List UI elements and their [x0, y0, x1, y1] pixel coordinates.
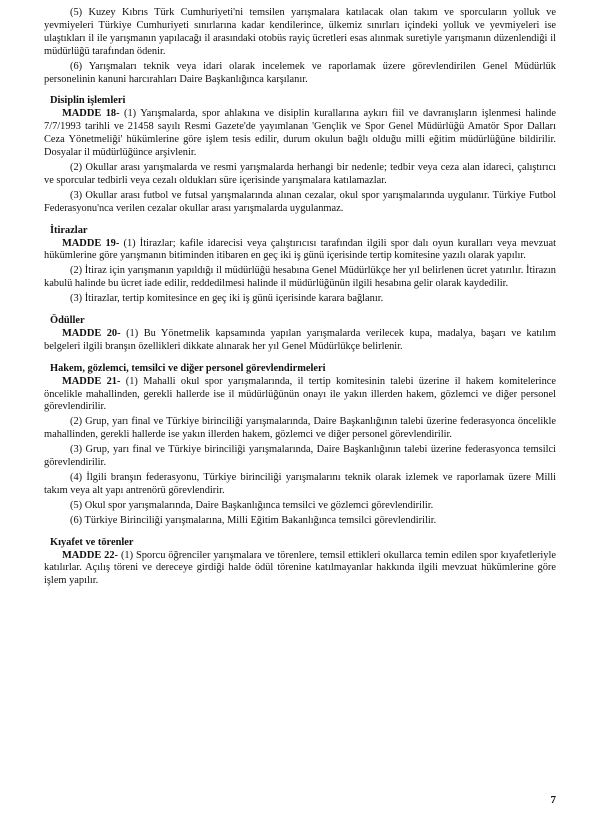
- page-number: 7: [550, 794, 556, 806]
- article-20-p1-text: (1) Bu Yönetmelik kapsamında yapılan yarışmalarda verilecek kupa, madalya, başarı ve katılım belgeleri ilgili branşın özellikleri dikkate alınarak her yıl Genel Müdürlükçe belirlenir.: [44, 327, 556, 352]
- article-18-p2: (2) Okullar arası yarışmalarda ve resmi yarışmalarda herhangi bir nedenle; tedbir veya ceza alan idareci, çalıştırıcı ve sporcular tedbirli veya cezalı oldukları süre içerisinde yarışmalara katılamazlar.: [44, 161, 556, 186]
- article-19-p1-text: (1) İtirazlar; kafile idarecisi veya çalıştırıcısı tarafından ilgili spor dalı oyun kuralları veya mevzuat hükümlerine göre yarışmanın bitiminden itibaren en geç iki iş günü içerisinde tertip komitesine yazılı olarak yapılır.: [44, 237, 556, 262]
- article-19-p3: (3) İtirazlar, tertip komitesince en geç iki iş günü içerisinde karara bağlanır.: [70, 293, 384, 305]
- article-22-p1-text: (1) Sporcu öğrenciler yarışmalara ve törenlere, temsil ettikleri okullarca temin edilen spor kıyafetleriyle katılırlar. Açılış töreni ve dereceye girdiği halde ödül törenine katılmayanlar hakkında ilgili mevzuat hükümlerine göre işlem yapılır.: [44, 549, 557, 587]
- article-21-p2: (2) Grup, yarı final ve Türkiye birinciliği yarışmalarında, Daire Başkanlığının talebi üzerine federasyonca öncelikle mahallinden, gerekli hallerde ise yakın illerden hakem, gözlemci ve diğer personel görevlendirilir.: [44, 416, 556, 441]
- article-21-p5: (5) Okul spor yarışmalarında, Daire Başkanlığınca temsilci ve gözlemci görevlendirilir.: [70, 499, 434, 511]
- article-19-label: MADDE 19-: [62, 237, 120, 249]
- heading-hakem: Hakem, gözlemci, temsilci ve diğer personel görevlendirmeleri: [50, 362, 326, 374]
- article-21-p1: [44, 376, 556, 415]
- paragraph-5-kktc: (5) Kuzey Kıbrıs Türk Cumhuriyeti'ni temsilen yarışmalara katılacak olan takım ve sporcuların yolluk ve yevmiyeleri Türkiye Cumhuriyeti sınırlarına kadar kendilerince, ülkemiz sınırları içindeki yolluk ve yevmiyeleri ise ulaştıkları il ile yarışmanın yapılacağı il arasındaki otobüs rayiç ücretleri esas alınmak suretiyle yarışmanın düzenlendiği il müdürlüğü tarafından ödenir.: [44, 7, 556, 57]
- article-20-p1: [44, 328, 556, 354]
- article-19-p2: (2) İtiraz için yarışmanın yapıldığı il müdürlüğü hesabına Genel Müdürlükçe her yıl belirlenen ücret yatırılır. İtirazın kabulü halinde bu ücret iade edilir, reddedilmesi halinde il müdürlüğünün ilgili hesabına gelir olarak kaydedilir.: [44, 265, 556, 290]
- heading-disiplin: Disiplin işlemleri: [50, 95, 126, 107]
- article-22-p1: [44, 550, 556, 589]
- article-21-p1-text: (1) Mahalli okul spor yarışmalarında, il tertip komitesinin talebi üzerine il hakem komitelerince öncelikle mahallinden, gerekli hallerde ise il müdürlüğünün onayı ile yakın illerden hakem, gözlemci ve diğer personel görevlendirilir.: [44, 375, 556, 413]
- heading-oduller: Ödüller: [50, 315, 85, 327]
- article-21-p6: (6) Türkiye Birinciliği yarışmalarına, Milli Eğitim Bakanlığınca temsilci görevlendirilir.: [70, 514, 437, 526]
- heading-kiyafet: Kıyafet ve törenler: [50, 536, 134, 548]
- article-19-p1: [44, 238, 556, 264]
- article-18-p1-text: (1) Yarışmalarda, spor ahlakına ve disiplin kurallarına aykırı fiil ve davranışların işlenmesi halinde 7/7/1993 tarihli ve 21458 sayılı Resmi Gazete'de yayımlanan 'Gençlik ve Spor Genel Müdürlüğü Amatör Spor Dalları Ceza Yönetmeliği' hükümlerine göre işlem tesis edilir, durum okulun bağlı olduğu milli eğitim müdürlüğüne bildirilir. Dosyalar il müdürlüğünce arşivlenir.: [44, 108, 556, 159]
- article-18-p1: [44, 108, 556, 160]
- article-18-label: MADDE 18-: [62, 108, 120, 120]
- article-21-p3: (3) Grup, yarı final ve Türkiye birinciliği yarışmalarında, Daire Başkanlığının talebi üzerine federasyonca temsilci görevlendirilir.: [44, 444, 556, 469]
- paragraph-6-personnel: (6) Yarışmaları teknik veya idari olarak incelemek ve raporlamak üzere görevlendirilen Genel Müdürlük personelinin kanuni harcırahları Daire Başkanlığınca karşılanır.: [44, 60, 556, 85]
- article-18-p3: (3) Okullar arası futbol ve futsal yarışmalarında alınan cezalar, okul spor yarışmalarında uygulanır. Türkiye Futbol Federasyonu'nca verilen cezalar okullar arası yarışmalarda uygulanmaz.: [44, 189, 556, 214]
- heading-itirazlar: İtirazlar: [50, 224, 88, 236]
- article-21-p4: (4) İlgili branşın federasyonu, Türkiye birinciliği yarışmalarını teknik olarak izlemek ve raporlamak üzere Milli takım veya alt yapı antrenörü görevlendirir.: [44, 472, 556, 496]
- article-21-label: MADDE 21-: [62, 375, 121, 387]
- article-22-label: MADDE 22-: [62, 549, 119, 561]
- article-20-label: MADDE 20-: [62, 327, 121, 339]
